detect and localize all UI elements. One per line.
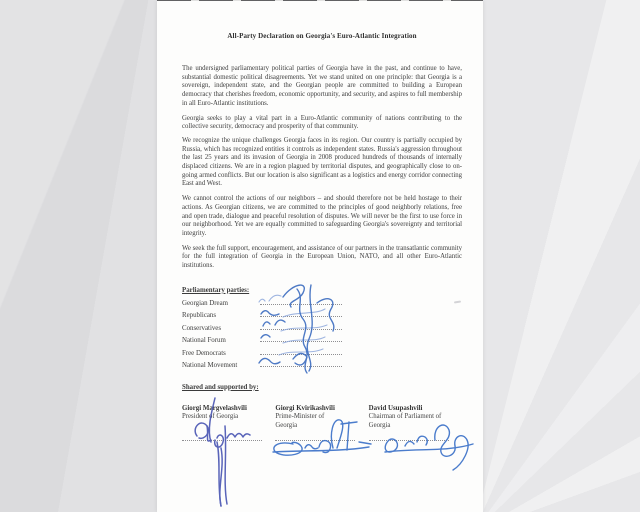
signatory-block — [182, 405, 462, 442]
signature-line — [260, 297, 342, 305]
paragraph-4: We cannot control the actions of our neighbors – and should therefore not be held hostage to their actions. As Georgian citizens, we are committed to the principles of good neighborly relations, free and open trade, dialogue and peaceful resolution of disputes. We will never be the first to use force in our neighborhood. Yet we are equally committed to safeguarding Georgia's sovereignty and territorial integrity. — [182, 195, 462, 237]
party-row — [182, 322, 462, 335]
signatory-president — [182, 405, 275, 442]
party-name: Georgian Dream — [182, 299, 228, 307]
paragraph-3: We recognize the unique challenges Georgia faces in its region. Our country is partially occupied by Russia, which has recognized entities it controls as independent states. Russia's aggression throughout the last 25 years and its invasion of Georgia in 2008 produced hundreds of thousands of internally displaced citizens. We are in a region plagued by territorial disputes, and geographically close to on-going armed conflicts. But our location is also significant as a logistics and energy corridor connecting East and West. — [182, 136, 462, 188]
signature-line — [275, 439, 355, 441]
signatory-title: Prime-Minister of Georgia — [275, 413, 325, 429]
signature-line — [182, 439, 262, 441]
signature-line — [260, 309, 342, 317]
signatory-title: President of Georgia — [182, 413, 239, 421]
document-page — [157, 0, 483, 512]
document-content — [182, 0, 462, 441]
background-right — [483, 0, 640, 512]
signature-line — [260, 359, 342, 367]
paragraph-2: Georgia seeks to play a vital part in a Euro-Atlantic community of nations contributing to the collective security, democracy and prosperity of that community. — [182, 114, 462, 131]
party-name: Free Democrats — [182, 349, 226, 357]
signature-line — [260, 347, 342, 355]
signatory-name: Giorgi Kvirikashvili — [275, 404, 335, 412]
signatory-title: Chairman of Parliament of Georgia — [368, 413, 442, 429]
party-row — [182, 334, 462, 347]
signatory-name: David Usupashvili — [368, 404, 423, 412]
party-name: National Forum — [182, 337, 226, 345]
shared-heading: Shared and supported by: — [182, 383, 259, 391]
document-title: All-Party Declaration on Georgia's Euro-Atlantic Integration — [227, 32, 417, 40]
signatory-prime-minister — [275, 405, 368, 442]
signature-line — [260, 322, 342, 330]
background-left — [0, 0, 157, 512]
party-list — [182, 297, 462, 372]
signature-line — [260, 334, 342, 342]
party-row — [182, 347, 462, 360]
signature-line — [369, 439, 449, 441]
party-row — [182, 359, 462, 372]
signatory-name: Giorgi Margvelashvili — [182, 404, 247, 412]
parties-heading: Parliamentary parties: — [182, 286, 250, 294]
paragraph-5: We seek the full support, encouragement, and assistance of our partners in the transatlantic community for the full integration of Georgia in the European Union, NATO, and all other Euro-Atlantic institutions. — [182, 244, 462, 270]
signatory-chairman — [369, 405, 462, 442]
party-name: Republicans — [182, 312, 217, 320]
party-name: National Movement — [182, 362, 238, 370]
party-row — [182, 309, 462, 322]
paragraph-1: The undersigned parliamentary political parties of Georgia have in the past, and continue to have, substantial domestic political disagreements. Yet we stand united on one principle: that Georgia is a sovereign, independent state, and the Georgian people are committed to building a European democracy that cherishes freedom, economic opportunity, and security, and aspires to full membership in all Euro-Atlantic institutions. — [182, 65, 462, 107]
party-name: Conservatives — [182, 324, 222, 332]
party-row — [182, 297, 462, 310]
